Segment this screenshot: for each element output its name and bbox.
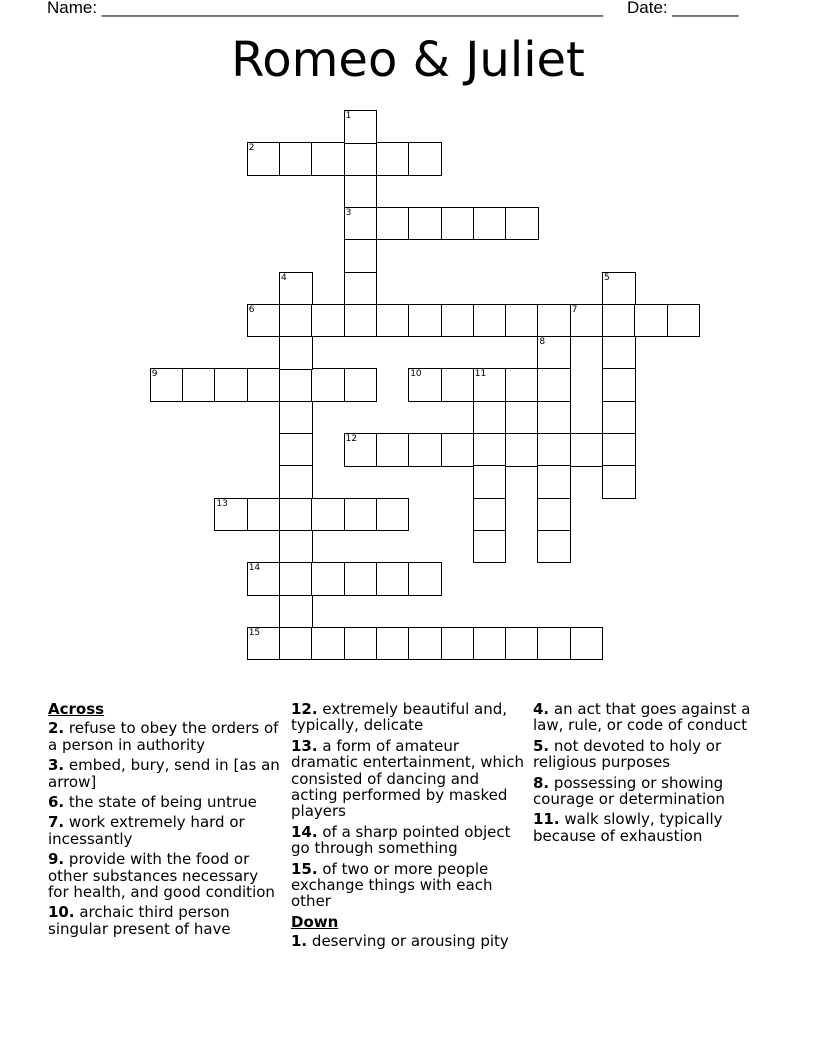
grid-cell[interactable] — [408, 562, 442, 596]
clue-number: 12 — [345, 434, 358, 444]
grid-cell[interactable] — [182, 368, 216, 402]
grid-cell[interactable] — [344, 207, 378, 241]
grid-cell[interactable] — [376, 207, 410, 241]
clue-number: 10 — [410, 369, 422, 380]
grid-cell[interactable] — [473, 627, 507, 661]
grid-cell[interactable] — [279, 465, 313, 499]
grid-cell[interactable] — [311, 627, 345, 661]
across-clue: 7. work extremely hard or incessantly — [48, 813, 245, 848]
grid-cell[interactable] — [344, 110, 378, 144]
clue-number: 11 — [474, 369, 487, 380]
clue-number: 5 — [604, 272, 610, 283]
grid-cell[interactable] — [408, 304, 442, 338]
page-title: Romeo & Juliet — [231, 32, 585, 88]
grid-cell[interactable] — [279, 562, 313, 596]
grid-cell[interactable] — [537, 336, 571, 370]
down-clue: 1. deserving or arousing pity — [291, 932, 509, 951]
down-clue: 4. an act that goes against a law, rule, or code of conduct — [533, 700, 751, 735]
clue-number: 4 — [281, 272, 287, 283]
grid-cell[interactable] — [279, 627, 313, 661]
across-clue: 12. extremely beautiful and, typically, delicate — [291, 700, 508, 735]
grid-cell[interactable] — [279, 595, 313, 629]
grid-cell[interactable] — [376, 627, 410, 661]
grid-cell[interactable] — [247, 304, 281, 338]
clue-number: 2 — [248, 143, 255, 154]
grid-cell[interactable] — [602, 304, 636, 338]
down-clue: 5. not devoted to holy or religious purposes — [533, 736, 722, 772]
across-clue: 10. archaic third person singular present of have — [48, 903, 231, 938]
clue-number: 1 — [345, 111, 352, 121]
grid-cell[interactable] — [344, 368, 378, 402]
grid-cell[interactable] — [537, 304, 571, 338]
grid-cell[interactable] — [279, 304, 313, 338]
down-heading: Down — [291, 912, 339, 931]
grid-cell[interactable] — [473, 498, 507, 532]
grid-cell[interactable] — [505, 304, 539, 338]
grid-cell[interactable] — [279, 368, 313, 402]
grid-cell[interactable] — [570, 304, 604, 338]
grid-cell[interactable] — [473, 465, 507, 499]
grid-cell[interactable] — [279, 272, 313, 306]
grid-cell[interactable] — [214, 498, 248, 532]
grid-cell[interactable] — [311, 304, 345, 338]
across-heading: Across — [48, 700, 105, 718]
grid-cell[interactable] — [473, 304, 507, 338]
across-clue: 13. a form of amateur dramatic entertainment, which consisted of dancing and acting performed by masked players — [291, 736, 524, 821]
grid-cell[interactable] — [505, 627, 539, 661]
clue-number: 3 — [345, 207, 352, 218]
grid-cell[interactable] — [602, 336, 636, 370]
clue-number: 6 — [248, 304, 255, 315]
grid-cell[interactable] — [150, 368, 184, 402]
name-blank: _____________________________________________________ — [101, 0, 603, 17]
grid-cell[interactable] — [537, 465, 571, 499]
grid-cell[interactable] — [441, 627, 475, 661]
grid-cell[interactable] — [505, 207, 539, 241]
clues-column-3 — [533, 701, 768, 848]
grid-cell[interactable] — [473, 433, 507, 467]
clue-number: 15 — [248, 627, 261, 638]
grid-cell[interactable] — [279, 530, 313, 564]
across-clue: 15. of two or more people exchange things with each other — [291, 859, 493, 911]
grid-cell[interactable] — [667, 304, 701, 338]
grid-cell[interactable] — [344, 498, 378, 532]
down-clue: 11. walk slowly, typically because of exhaustion — [533, 810, 723, 845]
grid-cell[interactable] — [473, 368, 507, 402]
grid-cell[interactable] — [408, 368, 442, 402]
grid-cell[interactable] — [537, 627, 571, 661]
grid-cell[interactable] — [537, 401, 571, 435]
grid-cell[interactable] — [376, 433, 410, 467]
grid-cell[interactable] — [311, 368, 345, 402]
grid-cell[interactable] — [344, 239, 378, 273]
grid-cell[interactable] — [247, 368, 281, 402]
grid-cell[interactable] — [279, 498, 313, 532]
grid-cell[interactable] — [376, 142, 410, 176]
grid-cell[interactable] — [441, 433, 475, 467]
grid-cell[interactable] — [279, 336, 313, 370]
across-clue: 6. the state of being untrue — [48, 793, 257, 812]
grid-cell[interactable] — [247, 142, 281, 176]
grid-cell[interactable] — [344, 433, 378, 467]
clue-number: 8 — [539, 337, 546, 348]
across-clue: 3. embed, bury, send in [as an arrow] — [48, 756, 280, 791]
grid-cell[interactable] — [214, 368, 248, 402]
grid-cell[interactable] — [344, 142, 378, 176]
grid-cell[interactable] — [247, 562, 281, 596]
grid-cell[interactable] — [602, 272, 636, 306]
clue-number: 13 — [216, 498, 228, 509]
grid-cell[interactable] — [311, 562, 345, 596]
grid-cell[interactable] — [408, 207, 442, 241]
grid-cell[interactable] — [537, 530, 571, 564]
grid-cell[interactable] — [602, 433, 636, 467]
grid-cell[interactable] — [441, 207, 475, 241]
down-clue: 8. possessing or showing courage or determination — [533, 773, 725, 809]
across-clue: 9. provide with the food or other substances necessary for health, and good condition — [48, 850, 275, 902]
grid-cell[interactable] — [376, 498, 410, 532]
grid-cell[interactable] — [311, 498, 345, 532]
grid-cell[interactable] — [279, 142, 313, 176]
grid-cell[interactable] — [408, 142, 442, 176]
clues-column-2 — [291, 701, 526, 954]
grid-cell[interactable] — [344, 175, 378, 209]
grid-cell[interactable] — [602, 401, 636, 435]
grid-cell[interactable] — [505, 368, 539, 402]
grid-cell[interactable] — [344, 627, 378, 661]
grid-cell[interactable] — [473, 530, 507, 564]
grid-cell[interactable] — [505, 433, 539, 467]
across-clue: 2. refuse to obey the orders of a person in authority — [48, 719, 279, 754]
grid-cell[interactable] — [537, 433, 571, 467]
grid-cell[interactable] — [602, 465, 636, 499]
grid-cell[interactable] — [570, 433, 604, 467]
date-blank: _______ — [672, 0, 739, 17]
grid-cell[interactable] — [408, 627, 442, 661]
grid-cell[interactable] — [441, 368, 475, 402]
clue-number: 7 — [571, 304, 578, 315]
clues-column-1 — [48, 701, 283, 941]
grid-cell[interactable] — [441, 304, 475, 338]
grid-cell[interactable] — [376, 562, 410, 596]
grid-cell[interactable] — [344, 304, 378, 338]
grid-cell[interactable] — [537, 498, 571, 532]
grid-cell[interactable] — [570, 627, 604, 661]
grid-cell[interactable] — [473, 401, 507, 435]
name-label: Name: — [47, 0, 98, 17]
clue-number: 14 — [248, 563, 261, 574]
grid-cell[interactable] — [344, 562, 378, 596]
grid-cell[interactable] — [247, 498, 281, 532]
grid-cell[interactable] — [376, 304, 410, 338]
grid-cell[interactable] — [279, 401, 313, 435]
grid-cell[interactable] — [634, 304, 668, 338]
grid-cell[interactable] — [602, 368, 636, 402]
date-label: Date: — [627, 0, 668, 17]
grid-cell[interactable] — [311, 142, 345, 176]
grid-cell[interactable] — [279, 433, 313, 467]
grid-cell[interactable] — [537, 368, 571, 402]
grid-cell[interactable] — [473, 207, 507, 241]
clue-number: 9 — [151, 369, 158, 380]
grid-cell[interactable] — [408, 433, 442, 467]
grid-cell[interactable] — [247, 627, 281, 661]
across-clue: 14. of a sharp pointed object go through something — [291, 822, 511, 858]
grid-cell[interactable] — [344, 272, 378, 306]
